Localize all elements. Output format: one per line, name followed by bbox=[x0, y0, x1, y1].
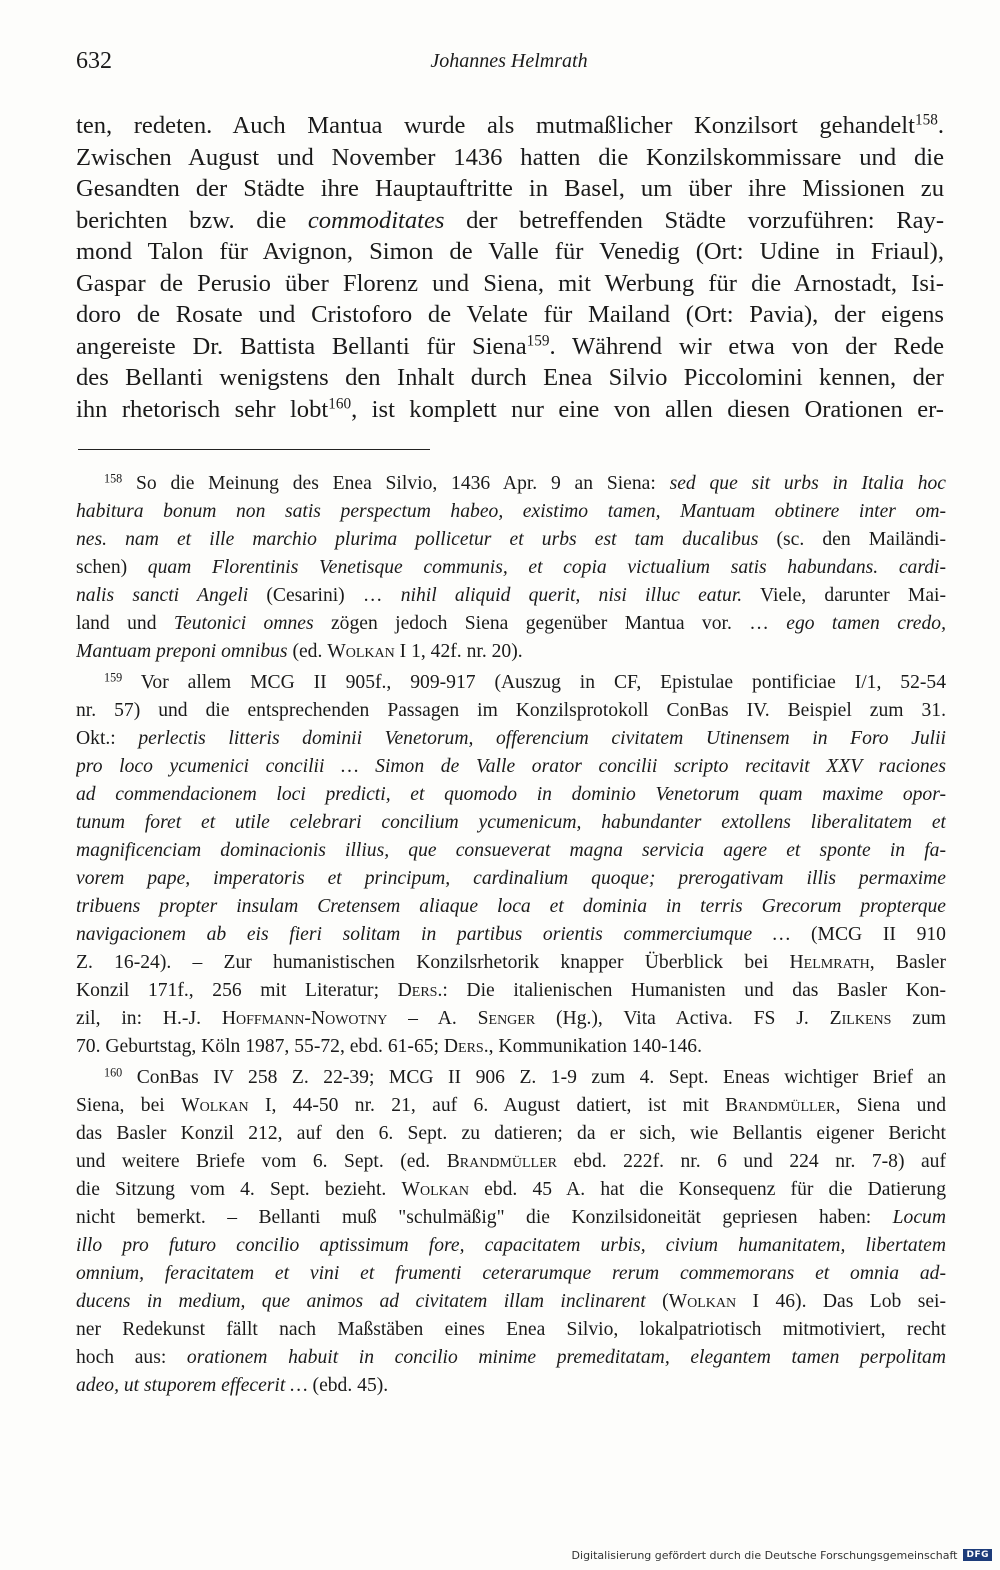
footnote-line bbox=[76, 977, 946, 1005]
text-run: quam Florentinis Venetisque communis, et copia victualium satis habundans. cardi- bbox=[147, 557, 946, 578]
body-line bbox=[76, 331, 944, 363]
footnote-line bbox=[76, 837, 946, 865]
text-run: ebd. 45 A. hat die Konsequenz für die Datierung bbox=[468, 1179, 946, 1200]
text-run: Okt.: bbox=[76, 728, 139, 749]
text-run: illo pro futuro concilio aptissimum fore, capacitatem urbis, civium humanitatem, libertatem bbox=[76, 1235, 946, 1256]
footnote-line bbox=[76, 753, 946, 781]
footnote-line bbox=[76, 638, 946, 666]
body-line bbox=[76, 205, 944, 237]
text-run: Teutonici omnes bbox=[173, 613, 314, 634]
footnote-line bbox=[76, 610, 946, 638]
text-run: nalis sancti Angeli bbox=[76, 585, 249, 606]
text-run: navigacionem ab eis fieri solitam in partibus orientis commerciumque … bbox=[76, 924, 791, 945]
text-run: nicht bemerkt. – Bellanti muß "schulmäßig" die Konzilsidoneität gepriesen haben: bbox=[76, 1207, 893, 1228]
text-run: Zilkens bbox=[829, 1008, 892, 1029]
footnote-marker: 159 bbox=[526, 332, 550, 350]
footnote-line bbox=[76, 1064, 946, 1092]
text-run: berichten bzw. die bbox=[76, 206, 308, 234]
footnote-line bbox=[76, 526, 946, 554]
text-run: Helmrath bbox=[789, 952, 870, 973]
text-run: die Sitzung vom 4. Sept. bezieht. bbox=[76, 1179, 402, 1200]
text-run: magnificenciam dominacionis illius, que consueverat magna servicia agere et sponte in fa- bbox=[76, 840, 946, 861]
text-run: doro de Rosate und Cristoforo de Velate für Mailand (Ort: Pavia), der eigens bbox=[76, 301, 944, 328]
text-run: Wolkan bbox=[181, 1095, 249, 1116]
text-run: Zwischen August und November 1436 hatten die Konzilskommissare und die bbox=[76, 143, 944, 171]
footnote bbox=[76, 669, 946, 1061]
body-line bbox=[76, 394, 944, 426]
body-line bbox=[76, 236, 944, 268]
text-run: und weitere Briefe vom 6. Sept. (ed. bbox=[76, 1151, 447, 1172]
text-run: , Kommunikation 140-146. bbox=[488, 1036, 702, 1057]
dfg-logo-icon: DFG bbox=[963, 1549, 992, 1561]
body-line bbox=[76, 299, 944, 331]
footnote-line bbox=[76, 1316, 946, 1344]
body-line bbox=[76, 268, 944, 300]
text-run: Z. 16-24). – Zur humanistischen Konzilsrhetorik knapper Überblick bei bbox=[76, 952, 790, 973]
text-run: das Basler Konzil 212, auf den 6. Sept. zu datieren; da er sich, wie Bellantis eigener Bericht bbox=[76, 1123, 946, 1144]
text-run: Gaspar de Perusio über Florenz und Siena, mit Werbung für die Arnostadt, Isi- bbox=[76, 269, 944, 297]
footnote-marker: 159 bbox=[104, 670, 123, 685]
footnote-separator bbox=[78, 449, 430, 450]
text-run: 70. Geburtstag, Köln 1987, 55-72, ebd. 61-65; bbox=[76, 1036, 444, 1057]
footnote-line bbox=[76, 498, 946, 526]
text-run: I, 44-50 nr. 21, auf 6. August datiert, ist mit bbox=[248, 1095, 726, 1116]
body-line bbox=[76, 110, 944, 142]
text-run: Ders. bbox=[443, 1036, 489, 1057]
footnotes bbox=[76, 470, 946, 1403]
text-run: Vor allem MCG II 905f., 909-917 (Auszug in CF, Epistulae pontificiae I/1, 52-54 bbox=[122, 672, 946, 693]
text-run: land und bbox=[76, 613, 174, 634]
running-head: Johannes Helmrath bbox=[430, 50, 588, 72]
text-run: , Siena und bbox=[835, 1095, 946, 1116]
footnote-line bbox=[76, 1005, 946, 1033]
text-run: Wolkan bbox=[327, 641, 395, 662]
text-run: vorem pape, imperatoris et principum, cardinalium quoque; prerogativam illis permaxime bbox=[76, 868, 946, 889]
footnote-line bbox=[76, 1232, 946, 1260]
text-run: zil, in: H.-J. bbox=[76, 1008, 222, 1029]
body-line bbox=[76, 362, 944, 394]
text-run: Viele, darunter Mai- bbox=[742, 585, 946, 606]
text-run: ad commendacionem loci predicti, et quomodo in dominio Venetorum quam maxime opor- bbox=[76, 784, 946, 805]
text-run: (Cesarini) … bbox=[248, 585, 401, 606]
text-run: Mantuam preponi omnibus bbox=[76, 641, 288, 662]
footnote bbox=[76, 470, 946, 666]
text-run: sed que sit urbs in Italia hoc bbox=[669, 473, 946, 494]
footnote-line bbox=[76, 1288, 946, 1316]
footnote-line bbox=[76, 1120, 946, 1148]
text-run: ego tamen credo, bbox=[786, 613, 946, 634]
text-run: nihil aliquid querit, nisi illuc eatur. bbox=[400, 585, 743, 606]
text-run: ducens in medium, que animos ad civitatem illam inclinarent bbox=[76, 1291, 646, 1312]
footnote-line bbox=[76, 865, 946, 893]
footnote-line bbox=[76, 893, 946, 921]
text-run: – A. bbox=[387, 1008, 478, 1029]
footnote-marker: 158 bbox=[104, 471, 123, 486]
text-run: I 1, 42f. nr. 20). bbox=[394, 641, 523, 662]
text-run: zum bbox=[891, 1008, 946, 1029]
text-run: Brandmüller bbox=[446, 1151, 557, 1172]
footnote-line bbox=[76, 554, 946, 582]
footnote-line bbox=[76, 949, 946, 977]
text-run: (Hg.), Vita Activa. FS J. bbox=[535, 1008, 830, 1029]
footnote-line bbox=[76, 1372, 946, 1400]
text-run: commoditates bbox=[307, 206, 445, 234]
text-run: perlectis litteris dominii Venetorum, offerencium civitatem Utinensem in Foro Julii bbox=[138, 728, 946, 749]
text-run: Wolkan bbox=[668, 1291, 737, 1312]
text-run: Brandmüller bbox=[725, 1095, 836, 1116]
text-run: (ed. bbox=[287, 641, 328, 662]
text-run: (sc. den Mailändi- bbox=[758, 529, 946, 550]
text-run: Konzil 171f., 256 mit Literatur; bbox=[76, 980, 398, 1001]
text-run: hoch aus: bbox=[76, 1347, 187, 1368]
footnote-line bbox=[76, 1176, 946, 1204]
text-run: . bbox=[937, 112, 944, 139]
text-run: , Basler bbox=[869, 952, 946, 973]
text-run: pro loco ycumenici concilii … Simon de Valle orator concilii scripto recitavit XXV raciones bbox=[76, 756, 946, 777]
footnote-line bbox=[76, 1092, 946, 1120]
footnote-line bbox=[76, 697, 946, 725]
text-run: angereiste Dr. Battista Bellanti für Siena bbox=[76, 332, 527, 360]
text-run: Wolkan bbox=[401, 1179, 469, 1200]
text-run: Senger bbox=[477, 1008, 536, 1029]
text-run: tribuens propter insulam Cretensem aliaque loca et dominia in terris Grecorum propterque bbox=[76, 896, 946, 917]
page-number: 632 bbox=[76, 48, 112, 74]
text-run: schen) bbox=[76, 557, 148, 578]
footnote-marker: 160 bbox=[104, 1065, 123, 1080]
body-text bbox=[76, 110, 944, 425]
footnote-line bbox=[76, 582, 946, 610]
text-run: mond Talon für Avignon, Simon de Valle für Venedig (Ort: Udine in Friaul), bbox=[76, 238, 944, 265]
text-run: ( bbox=[645, 1291, 669, 1312]
text-run: zögen jedoch Siena gegenüber Mantua vor. … bbox=[313, 613, 787, 634]
footnote-line bbox=[76, 1344, 946, 1372]
text-run: Ders. bbox=[397, 980, 443, 1001]
text-run: Locum bbox=[892, 1207, 946, 1228]
text-run: habitura bonum non satis perspectum habeo, existimo tamen, Mantuam obtinere inter om- bbox=[76, 501, 946, 522]
footnote-line bbox=[76, 470, 946, 498]
text-run: ConBas IV 258 Z. 22-39; MCG II 906 Z. 1-9 zum 4. Sept. Eneas wichtiger Brief an bbox=[122, 1067, 946, 1088]
text-run: . Während wir etwa von der Rede bbox=[549, 332, 944, 360]
page-header bbox=[76, 48, 942, 88]
text-run: orationem habuit in concilio minime premeditatam, elegantem tamen perpolitam bbox=[186, 1347, 946, 1368]
footnote-line bbox=[76, 1148, 946, 1176]
footnote-marker: 158 bbox=[914, 111, 938, 129]
footnote-line bbox=[76, 1260, 946, 1288]
text-run: adeo, ut stuporem effecerit … bbox=[76, 1375, 308, 1396]
text-run: des Bellanti wenigstens den Inhalt durch Enea Silvio Piccolomini kennen, der bbox=[76, 364, 944, 391]
text-run: nr. 57) und die entsprechenden Passagen im Konzilsprotokoll ConBas IV. Beispiel zum 31. bbox=[76, 700, 946, 721]
body-line bbox=[76, 142, 944, 174]
text-run: omnium, feracitatem et vini et frumenti ceterarumque rerum commemorans et omnia ad- bbox=[76, 1263, 946, 1284]
footnote-line bbox=[76, 781, 946, 809]
footnote-marker: 160 bbox=[328, 395, 352, 413]
text-run: I 46). Das Lob sei- bbox=[736, 1291, 946, 1312]
text-run: ten, redeten. Auch Mantua wurde als mutmaßlicher Konzilsort gehandelt bbox=[76, 112, 915, 139]
footnote-line bbox=[76, 1204, 946, 1232]
footnote-line bbox=[76, 921, 946, 949]
page-footer bbox=[572, 1546, 992, 1564]
text-run: : Die italienischen Humanisten und das Basler Kon- bbox=[442, 980, 946, 1001]
text-run: nes. nam et ille marchio plurima pollicetur et urbs est tam ducalibus bbox=[76, 529, 759, 550]
text-run: (ebd. 45). bbox=[307, 1375, 389, 1396]
text-run: Gesandten der Städte ihre Hauptauftritte in Basel, um über ihre Missionen zu bbox=[76, 175, 944, 202]
footnote-line bbox=[76, 809, 946, 837]
text-run: ebd. 222f. nr. 6 und 224 nr. 7-8) auf bbox=[556, 1151, 946, 1172]
footnote-line bbox=[76, 1033, 946, 1061]
text-run: , ist komplett nur eine von allen diesen Orationen er- bbox=[351, 395, 944, 423]
text-run: Siena, bei bbox=[76, 1095, 182, 1116]
footnote-line bbox=[76, 725, 946, 753]
text-run: tunum foret et utile celebrari concilium ycumenicum, habundanter extollens liberalitatem et bbox=[76, 812, 946, 833]
funding-credit: Digitalisierung gefördert durch die Deutsche Forschungsgemeinschaft bbox=[571, 1548, 958, 1562]
footnote-line bbox=[76, 669, 946, 697]
text-run: ihn rhetorisch sehr lobt bbox=[76, 395, 329, 423]
footnote bbox=[76, 1064, 946, 1400]
text-run: der betreffenden Städte vorzuführen: Ray- bbox=[444, 206, 944, 234]
body-line bbox=[76, 173, 944, 205]
text-run: So die Meinung des Enea Silvio, 1436 Apr. 9 an Siena: bbox=[122, 473, 670, 494]
text-run: (MCG II 910 bbox=[790, 924, 946, 945]
text-run: ner Redekunst fällt nach Maßstäben eines Enea Silvio, lokalpatriotisch mitmotiviert, recht bbox=[76, 1319, 946, 1340]
text-run: Hoffmann-Nowotny bbox=[221, 1008, 388, 1029]
